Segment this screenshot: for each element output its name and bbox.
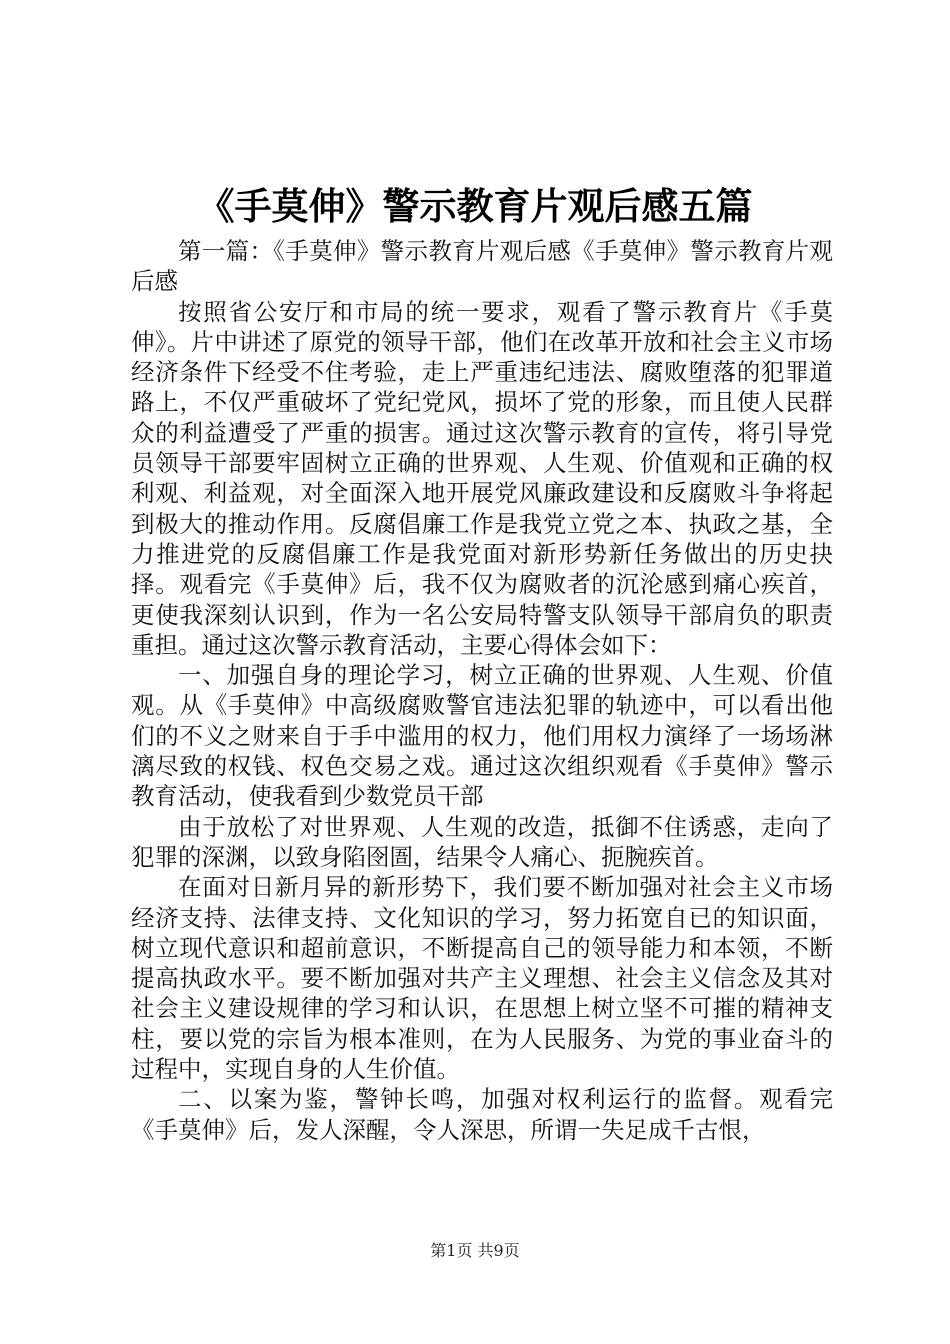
paragraph-point-one-continued: 由于放松了对世界观、人生观的改造，抵御不住诱惑，走向了犯罪的深渊，以致身陷囹圄，结果令人痛心、扼腕疾首。: [131, 812, 833, 871]
page-number-footer: 第1页 共9页: [430, 1241, 520, 1260]
document-body: [131, 236, 833, 1145]
document-title: 《手莫伸》警示教育片观后感五篇: [197, 184, 753, 228]
paragraph-new-situation: 在面对日新月异的新形势下，我们要不断加强对社会主义市场经济支持、法律支持、文化知识的学习，努力拓宽自已的知识面，树立现代意识和超前意识，不断提高自己的领导能力和本领，不断提高执政水平。要不断加强对共产主义理想、社会主义信念及其对社会主义建设规律的学习和认识，在思想上树立坚不可摧的精神支柱，要以党的宗旨为根本准则，在为人民服务、为党的事业奋斗的过程中，实现自身的人生价值。: [131, 873, 833, 1084]
paragraph-background: 按照省公安厅和市局的统一要求，观看了警示教育片《手莫伸》。片中讲述了原党的领导干部，他们在改革开放和社会主义市场经济条件下经受不住考验，走上严重违纪违法、腐败堕落的犯罪道路上，不仅严重破坏了党纪党风，损坏了党的形象，而且使人民群众的利益遭受了严重的损害。通过这次警示教育的宣传，将引导党员领导干部要牢固树立正确的世界观、人生观、价值观和正确的权利观、利益观，对全面深入地开展党风廉政建设和反腐败斗争将起到极大的推动作用。反腐倡廉工作是我党立党之本、执政之基，全力推进党的反腐倡廉工作是我党面对新形势新任务做出的历史抉择。观看完《手莫伸》后，我不仅为腐败者的沉沦感到痛心疾首，更使我深刻认识到，作为一名公安局特警支队领导干部肩负的职责重担。通过这次警示教育活动，主要心得体会如下：: [131, 297, 833, 659]
paragraph-point-one: 一、加强自身的理论学习，树立正确的世界观、人生观、价值观。从《手莫伸》中高级腐败警官违法犯罪的轨迹中，可以看出他们的不义之财来自于手中滥用的权力，他们用权力演绎了一场场淋漓尽致的权钱、权色交易之戏。通过这次组织观看《手莫伸》警示教育活动，使我看到少数党员干部: [131, 661, 833, 811]
paragraph-point-two: 二、以案为鉴，警钟长鸣，加强对权利运行的监督。观看完《手莫伸》后，发人深醒，令人深思，所谓一失足成千古恨，: [131, 1085, 833, 1144]
paragraph-intro: 第一篇：《手莫伸》警示教育片观后感《手莫伸》警示教育片观后感: [131, 237, 833, 296]
